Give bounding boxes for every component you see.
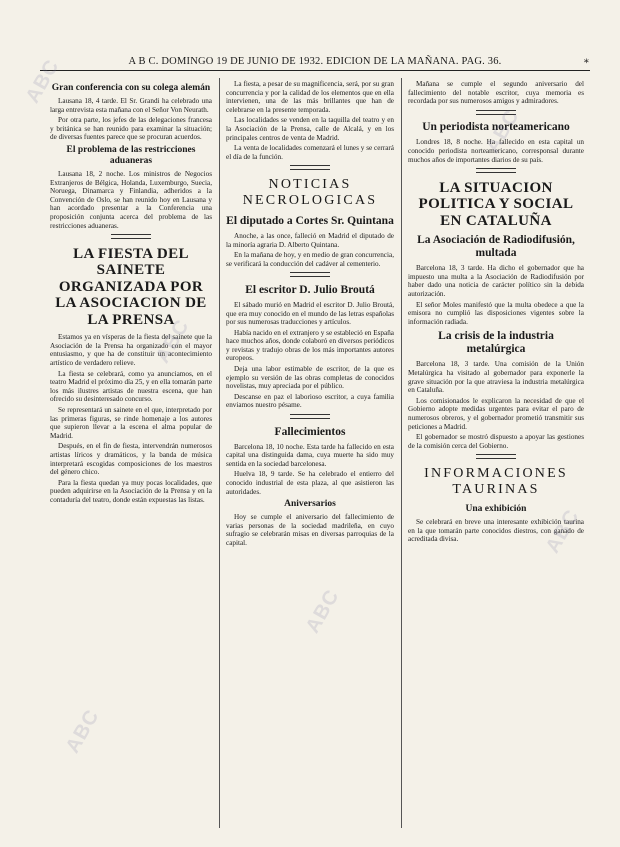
headline-noticias-necrologicas: NOTICIAS NECROLOGICAS xyxy=(242,176,378,209)
paragraph: Los comisionados le explicaron la necesidad de que el Gobierno adopte medidas urgentes para evitar el paro de numerosos obreros, y el gobernador prometió transmitir sus peticiones a Madrid. xyxy=(408,396,584,431)
paragraph: Hoy se cumple el aniversario del fallecimiento de varias personas de la sociedad madrileña, en cuyo sufragio se celebrarán misas en diversas parroquias de la capital. xyxy=(226,513,394,547)
paragraph: Mañana se cumple el segundo aniversario del fallecimiento del notable escritor, cuya memoria es recordada por sus numerosos amigos y admiradores. xyxy=(408,80,584,106)
paragraph: Había nacido en el extranjero y se estableció en España hace muchos años, donde colaboró en diversos periódicos y revistas y tradujo obras de los más importantes autores europeos. xyxy=(226,328,394,363)
headline-brouta: El escritor D. Julio Broutá xyxy=(245,283,375,296)
ornament-divider xyxy=(226,164,394,173)
ornament-divider xyxy=(226,271,394,280)
paragraph: Barcelona 18, 3 tarde. Ha dicho el gobernador que ha impuesto una multa a la Asociación de Radiodifusión por haber dado una noticia de carácter político sin la debida autorización. xyxy=(408,264,584,299)
paragraph: Deja una labor estimable de escritor, de la que es ejemplo su versión de las obras completas de conocidos novelistas, muy apreciada por el público. xyxy=(226,365,394,391)
watermark-stamp: ABC xyxy=(151,315,194,367)
paragraph: Lausana 18, 4 tarde. El Sr. Grandi ha celebrado una larga entrevista esta mañana con el Señor Von Neurath. xyxy=(50,97,212,114)
column-2 xyxy=(226,80,394,550)
page-mark: ∗ xyxy=(583,56,590,67)
headline-exhibicion: Una exhibición xyxy=(465,503,527,514)
paragraph: La venta de localidades comenzará el lunes y se cerrará el día de la función. xyxy=(226,144,394,161)
ornament-divider xyxy=(408,167,584,176)
watermark-stamp: ABC xyxy=(481,105,524,157)
headline-grandi: Gran conferencia con su colega alemán xyxy=(51,83,211,93)
headline-fiesta-sainete: LA FIESTA DEL SAINETE ORGANIZADA POR LA ASOCIACION DE LA PRENSA xyxy=(55,245,207,328)
paragraph: Londres 18, 8 noche. Ha fallecido en esta capital un conocido periodista norteamericano, corresponsal durante muchos años de importantes diarios de su país. xyxy=(408,138,584,164)
paragraph: Por otra parte, los jefes de las delegaciones francesa y británica se han reunido para examinar la situación; de diversas fuentes parece que se procuran acuerdos. xyxy=(50,116,212,142)
ornament-divider xyxy=(226,413,394,422)
headline-restricciones: El problema de las restricciones aduaneras xyxy=(66,144,196,166)
headline-quintana: El diputado a Cortes Sr. Quintana xyxy=(226,214,394,227)
ornament-divider xyxy=(408,453,584,462)
paragraph: Se representará un sainete en el que, interpretado por las primeras figuras, se rinde homenaje a los autores que supieron llevar a la escena el alma popular de Madrid. xyxy=(50,405,212,440)
paragraph: Para la fiesta quedan ya muy pocas localidades, que pueden adquirirse en la Asociación de la Prensa y en la contaduría del teatro, donde están expuestas las listas. xyxy=(50,478,212,504)
headline-fallecimientos: Fallecimientos xyxy=(274,425,346,438)
headline-periodista: Un periodista norteamericano xyxy=(422,121,570,134)
paragraph: La fiesta, a pesar de su magnificencia, será, por su gran concurrencia y por la calidad de los elementos que en ella intervienen, una de las más brillantes que han de celebrarse en la presente temporada. xyxy=(226,80,394,114)
ornament-divider xyxy=(50,233,212,242)
ornament-divider xyxy=(408,109,584,118)
headline-radiodifusion: La Asociación de Radiodifusión, multada xyxy=(417,234,575,260)
paragraph: El gobernador se mostró dispuesto a apoyar las gestiones de la comisión cerca del Gobierno. xyxy=(408,433,584,450)
paragraph: Anoche, a las once, falleció en Madrid el diputado de la minoría agraria D. Alberto Quintana. xyxy=(226,231,394,249)
paragraph: Barcelona 18, 10 noche. Esta tarde ha fallecido en esta capital una distinguida dama, cuya muerte ha sido muy sentida en la sociedad barcelonesa. xyxy=(226,442,394,468)
column-rule-1 xyxy=(219,78,220,828)
paragraph: Lausana 18, 2 noche. Los ministros de Negocios Extranjeros de Bélgica, Holanda, Luxemburgo, Suecia, Noruega, Dinamarca y Finlandia, adheridos a la Convención de Oslo, se han reunido hoy en Lausana y han acordado presentar a la Conferencia una proposición conjunta acerca del problema de las restricciones aduaneras. xyxy=(50,169,212,230)
headline-aniversarios: Aniversarios xyxy=(284,499,336,510)
headline-situacion-cataluna: LA SITUACION POLITICA Y SOCIAL EN CATALUÑA xyxy=(418,179,574,229)
headline-taurinas: INFORMACIONES TAURINAS xyxy=(424,465,568,498)
watermark-stamp: ABC xyxy=(21,55,64,107)
paragraph: En la mañana de hoy, y en medio de gran concurrencia, se verificará la conducción del cadáver al cementerio. xyxy=(226,251,394,268)
paragraph: Estamos ya en vísperas de la fiesta del sainete que la Asociación de la Prensa ha organizado con el mayor entusiasmo, y que ha de constituir un acontecimiento artístico de verdadero relieve. xyxy=(50,333,212,367)
watermark-stamp: ABC xyxy=(61,705,104,757)
column-rule-2 xyxy=(401,78,402,828)
paragraph: Después, en el fin de fiesta, intervendrán numerosos artistas líricos y dramáticos, y la banda de música interpretará escogidas composiciones de los maestros del género chico. xyxy=(50,442,212,477)
paragraph: Descanse en paz el laborioso escritor, a cuya familia enviamos nuestro pésame. xyxy=(226,392,394,410)
headline-metalurgica: La crisis de la industria metalúrgica xyxy=(438,330,554,356)
paragraph: Se celebrará en breve una interesante exhibición taurina en la que tomarán parte conocidos diestros, con ganado de acreditada divisa. xyxy=(408,517,584,544)
paragraph: Barcelona 18, 3 tarde. Una comisión de la Unión Metalúrgica ha visitado al gobernador para exponerle la grave situación por la que atraviesa la industria metalúrgica en Cataluña. xyxy=(408,360,584,395)
paragraph: Huelva 18, 9 tarde. Se ha celebrado el entierro del conocido industrial de esta plaza, al que asistieron las autoridades. xyxy=(226,470,394,496)
paragraph: Las localidades se venden en la taquilla del teatro y en la Asociación de la Prensa, calle de Alcalá, y en los principales centros de venta de Madrid. xyxy=(226,116,394,142)
page-header xyxy=(40,56,590,71)
paragraph: El señor Moles manifestó que la multa obedece a que la emisora no cumplió las disposiciones vigentes sobre la información radiada. xyxy=(408,300,584,326)
watermark-stamp: ABC xyxy=(541,505,584,557)
paragraph: La fiesta se celebrará, como ya anunciamos, en el teatro Madrid el próximo día 25, y en ella tomarán parte los más ilustres artistas de nuestra escena, que han ofrecido su desinteresado concurso. xyxy=(50,369,212,404)
column-1 xyxy=(50,80,212,507)
paragraph: El sábado murió en Madrid el escritor D. Julio Broutá, que era muy conocido en el mundo de las letras españolas por sus numerosas traducciones y artículos. xyxy=(226,300,394,327)
header-line: A B C. DOMINGO 19 DE JUNIO DE 1932. EDICION DE LA MAÑANA. PAG. 36. xyxy=(128,56,502,67)
watermark-stamp: ABC xyxy=(301,585,344,637)
